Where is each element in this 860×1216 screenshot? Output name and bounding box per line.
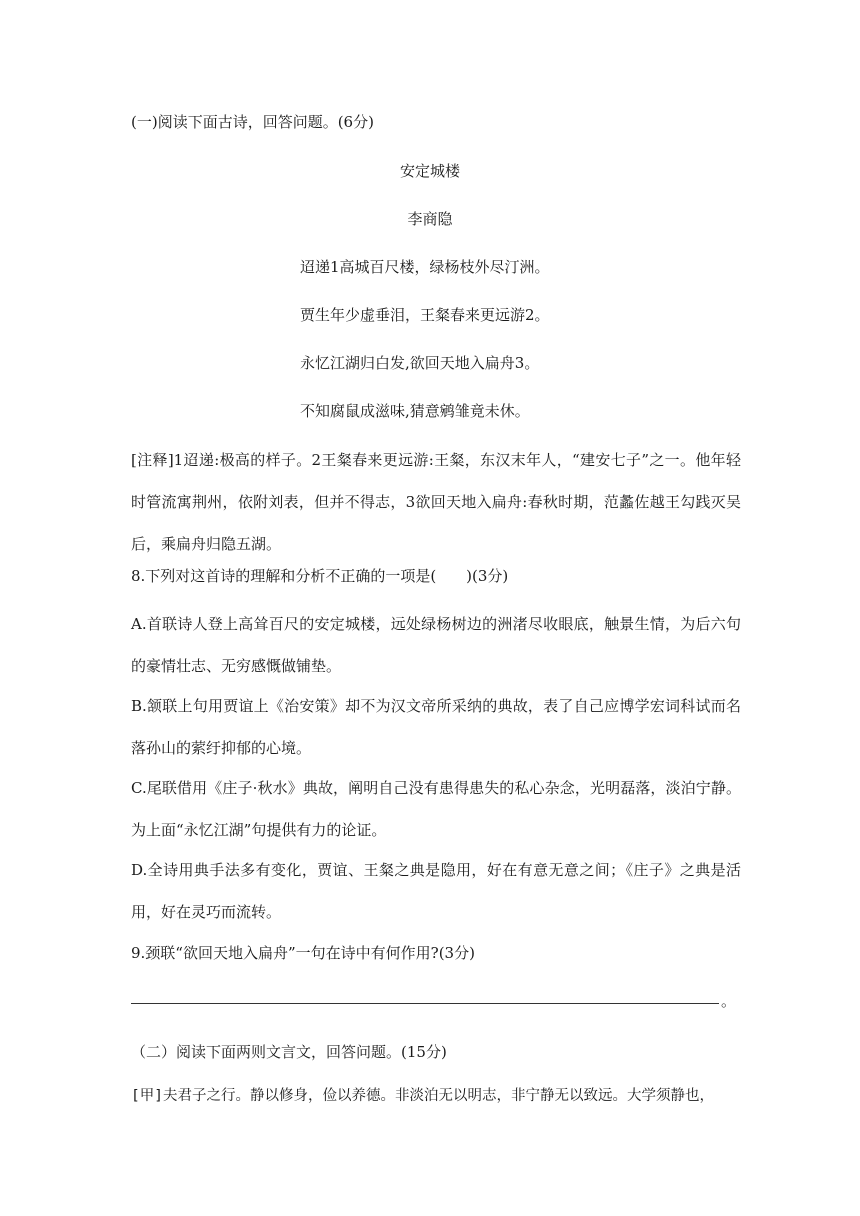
option-a: A.首联诗人登上高耸百尺的安定城楼，远处绿杨树边的洲渚尽收眼底，触景生情，为后六句的豪情壮志、无穷感慨做铺垫。 <box>131 615 741 675</box>
poem-line: 贾生年少虚垂泪，王粲春来更远游2。 <box>300 306 550 324</box>
poem-notes: [注释]1迢递:极高的样子。2王粲春来更远游:王粲，东汉末年人，“建安七子”之一。他年轻时管流寓荆州，依附刘表，但并不得志，3欲回天地入扁舟:春秋时期，范蠡佐越王勾践灭吴后，乘扁舟归隐五湖。 <box>131 451 741 553</box>
poem-line: 永忆江湖归白发,欲回天地入扁舟3。 <box>300 354 540 372</box>
poem-line: 不知腐鼠成滋味,猜意鹓雏竟未休。 <box>300 402 530 420</box>
section2-heading: （二）阅读下面两则文言文，回答问题。(15分) <box>131 1043 447 1061</box>
answer-end-mark: 。 <box>721 992 737 1010</box>
option-c: C.尾联借用《庄子·秋水》典故，阐明自己没有患得患失的私心杂念，光明磊落，淡泊宁静。为上面“永忆江湖”句提供有力的论证。 <box>131 779 741 839</box>
poem-author: 李商隐 <box>407 210 453 228</box>
question-9-stem: 9.颈联“欲回天地入扁舟”一句在诗中有何作用?(3分) <box>131 944 475 962</box>
question-8-stem: 8.下列对这首诗的理解和分析不正确的一项是( )(3分) <box>131 567 509 585</box>
option-b: B.颔联上句用贾谊上《治安策》却不为汉文帝所采纳的典故，表了自己应博学宏词科试而名落孙山的萦纡抑郁的心境。 <box>131 697 741 757</box>
poem-line: 迢递1高城百尺楼，绿杨枝外尽汀洲。 <box>300 258 550 276</box>
section1-heading: (一)阅读下面古诗，回答问题。(6分) <box>131 113 374 131</box>
poem-title: 安定城楼 <box>399 162 460 180</box>
option-d: D.全诗用典手法多有变化，贾谊、王粲之典是隐用，好在有意无意之间；《庄子》之典是活用，好在灵巧而流转。 <box>131 861 741 921</box>
passage-jia-first-line: [甲]夫君子之行。静以修身，俭以养德。非淡泊无以明志，非宁静无以致远。大学须静也， <box>131 1088 714 1104</box>
answer-blank-line[interactable] <box>131 1003 719 1004</box>
